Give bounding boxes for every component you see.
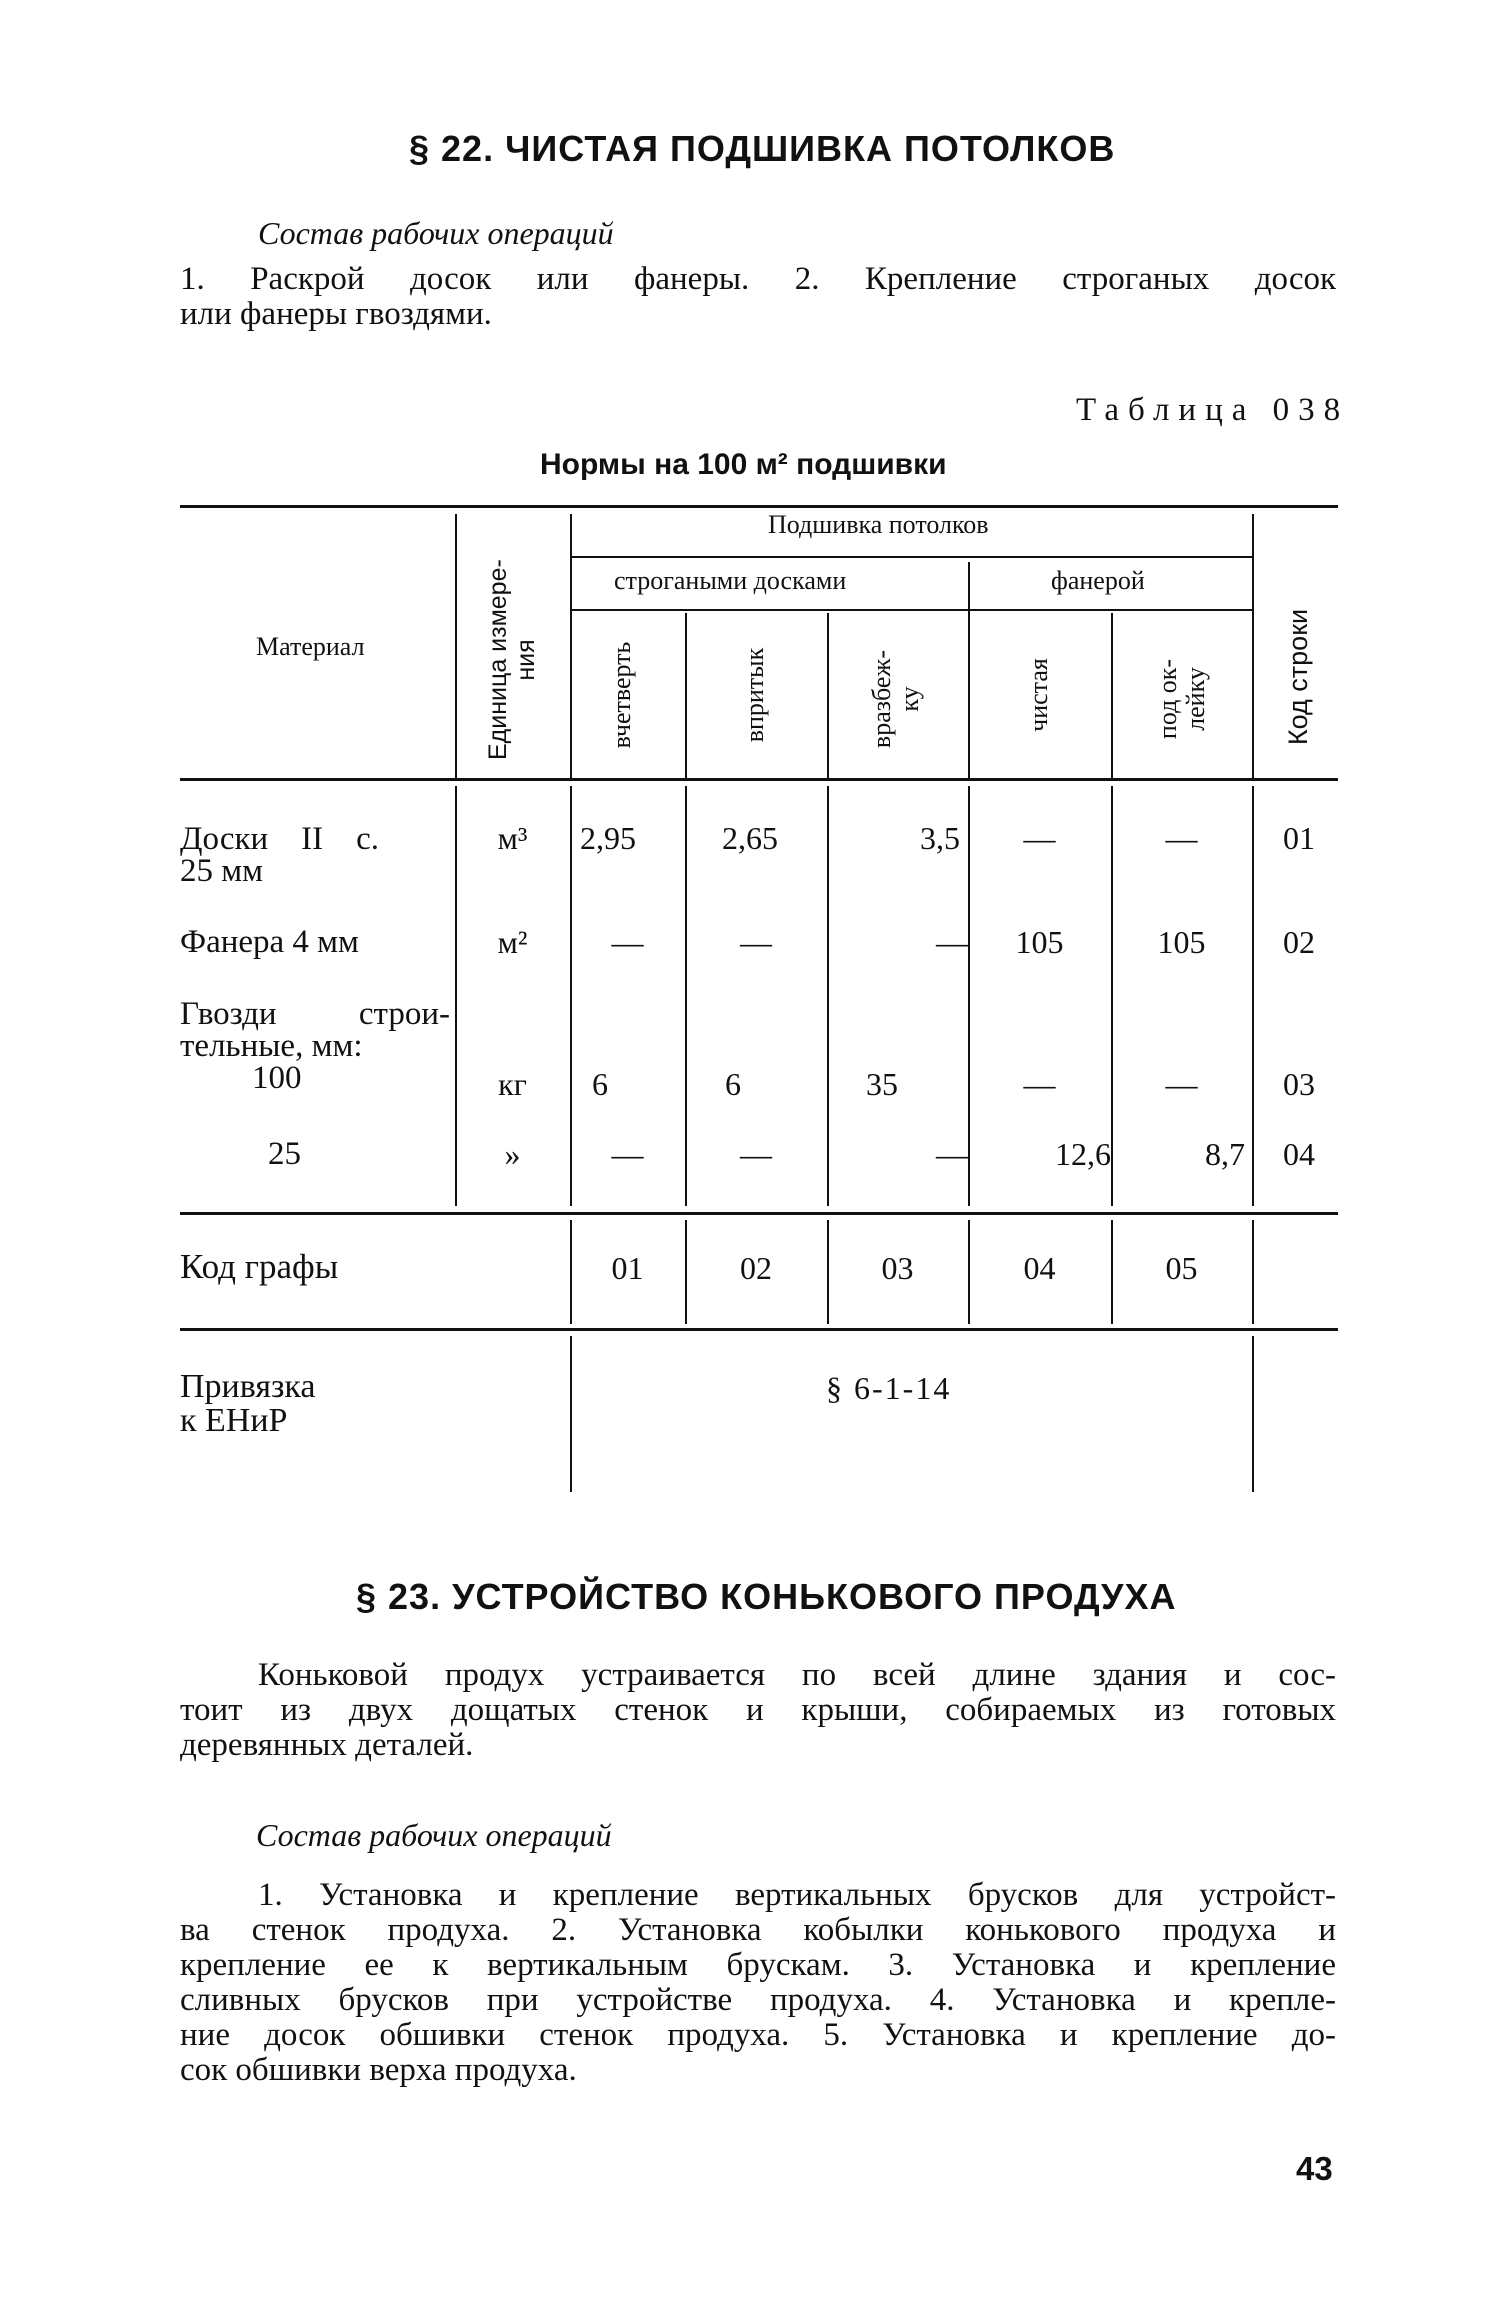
- binding-label: [180, 1370, 316, 1438]
- page-number: 43: [1296, 2150, 1333, 2187]
- material-line: тельные, мм:: [180, 1028, 363, 1064]
- header-group: Подшивка потолков: [768, 510, 989, 539]
- header-unit: Единица измере- ния: [484, 559, 540, 760]
- header-plywood: фанерой: [1051, 566, 1145, 595]
- row-2-material: [180, 926, 359, 958]
- text-line: сливных брусков при устройстве продуха. 4. Установка и крепле-: [180, 1982, 1336, 2018]
- text-line: крепление ее к вертикальным брускам. 3. Установка и крепление: [180, 1947, 1336, 1983]
- row-3-col-2: 6: [725, 1066, 741, 1102]
- header-col-5: под ок- лейку: [1153, 658, 1210, 740]
- binding-label-line: к ЕНиР: [180, 1402, 288, 1439]
- vline: [1252, 514, 1254, 778]
- row-3-col-4: —: [1023, 1066, 1056, 1102]
- text-line: ва стенок продуха. 2. Установка кобылки конькового продуха и: [180, 1912, 1336, 1948]
- rule-body-bottom: [180, 1212, 1338, 1215]
- graph-code-2: 02: [740, 1250, 772, 1286]
- section-22-heading: § 22. ЧИСТАЯ ПОДШИВКА ПОТОЛКОВ: [409, 128, 1116, 169]
- table-number: Таблица 038: [1076, 392, 1350, 428]
- row-4-unit: »: [504, 1136, 521, 1172]
- section-23-heading: § 23. УСТРОЙСТВО КОНЬКОВОГО ПРОДУХА: [356, 1576, 1177, 1617]
- vline: [1252, 1220, 1254, 1324]
- text-line: 1. Раскрой досок или фанеры. 2. Крепление строганых досок: [180, 261, 1336, 297]
- row-4-col-4: 12,6: [1055, 1136, 1111, 1172]
- text-line: тоит из двух дощатых стенок и крыши, собираемых из готовых: [180, 1692, 1336, 1728]
- material-line: Гвозди строи-: [180, 996, 450, 1032]
- row-1-col-4: —: [1023, 820, 1056, 856]
- text-line: сок обшивки верха продуха.: [180, 2052, 577, 2088]
- rule-subgroup: [570, 609, 1252, 611]
- row-2-col-5: 105: [1157, 924, 1206, 960]
- vline: [685, 613, 687, 778]
- vline: [455, 514, 457, 778]
- header-col-2: впритык: [740, 647, 769, 743]
- row-1-col-2: 2,65: [722, 820, 778, 856]
- table-caption: Нормы на 100 м² подшивки: [540, 448, 947, 481]
- section-23-intro: [180, 1658, 1336, 1763]
- operations-title-22: Состав рабочих операций: [258, 215, 614, 251]
- binding-value: § 6-1-14: [826, 1370, 952, 1406]
- operations-title-23: Состав рабочих операций: [256, 1817, 612, 1853]
- operations-text-23: [180, 1878, 1336, 2088]
- graph-code-1: 01: [611, 1250, 644, 1286]
- row-4-col-1: —: [611, 1136, 644, 1172]
- row-4-col-5: 8,7: [1205, 1136, 1245, 1172]
- row-3-unit: кг: [498, 1066, 527, 1102]
- row-3-material: [180, 998, 450, 1094]
- material-line: Доски II с.: [180, 821, 380, 857]
- row-2-col-3: —: [936, 924, 968, 960]
- row-1-unit: м³: [497, 820, 528, 856]
- material-line: 100: [252, 1060, 302, 1096]
- graph-code-4: 04: [1023, 1250, 1056, 1286]
- row-2-col-1: —: [611, 924, 644, 960]
- material-line: Фанера 4 мм: [180, 924, 359, 960]
- header-col-3: вразбеж- ку: [867, 649, 924, 749]
- vline: [570, 1336, 572, 1492]
- rule-group: [570, 556, 1252, 558]
- text-line: деревянных деталей.: [180, 1727, 474, 1763]
- material-line: 25 мм: [180, 853, 264, 889]
- row-2-code: 02: [1283, 924, 1315, 960]
- rule-graph-bottom: [180, 1328, 1338, 1331]
- row-1-col-1: 2,95: [580, 820, 636, 856]
- text-line: 1. Установка и крепление вертикальных брусков для устройст-: [258, 1877, 1336, 1913]
- row-1-code: 01: [1283, 820, 1315, 856]
- graph-code-label: Код графы: [180, 1247, 339, 1286]
- row-2-col-4: 105: [1015, 924, 1064, 960]
- rule-top: [180, 505, 1338, 508]
- rule-head-bottom: [180, 778, 1338, 781]
- vline: [968, 562, 970, 778]
- text-line: или фанеры гвоздями.: [180, 296, 492, 332]
- material-line: 25: [268, 1136, 301, 1172]
- vline: [827, 613, 829, 778]
- header-col-4: чистая: [1024, 658, 1053, 732]
- text-line: ние досок обшивки стенок продуха. 5. Установка и крепление до-: [180, 2017, 1336, 2053]
- row-4-col-2: —: [740, 1136, 772, 1172]
- text-line: Коньковой продух устраивается по всей длине здания и сос-: [258, 1657, 1336, 1693]
- row-3-col-3: 35: [866, 1066, 898, 1102]
- row-4-col-3: —: [936, 1136, 968, 1172]
- graph-code-5: 05: [1165, 1250, 1198, 1286]
- row-3-code: 03: [1283, 1066, 1315, 1102]
- vline: [570, 514, 572, 778]
- row-3-col-1: 6: [592, 1066, 608, 1102]
- row-1-material: [180, 823, 379, 887]
- row-4-code: 04: [1283, 1136, 1315, 1172]
- row-4-material: [268, 1138, 301, 1170]
- graph-code-3: 03: [881, 1250, 914, 1286]
- row-2-col-2: —: [740, 924, 772, 960]
- row-3-col-5: —: [1165, 1066, 1198, 1102]
- row-1-col-3: 3,5: [920, 820, 960, 856]
- header-material: Материал: [256, 632, 365, 661]
- header-boards: строгаными досками: [614, 566, 847, 595]
- binding-label-line: Привязка: [180, 1368, 316, 1405]
- row-1-col-5: —: [1165, 820, 1198, 856]
- vline: [1252, 1336, 1254, 1492]
- row-2-unit: м²: [497, 924, 528, 960]
- header-col-1: вчетверть: [607, 641, 636, 749]
- vline: [1111, 613, 1113, 778]
- header-row-code: Код строки: [1283, 608, 1313, 746]
